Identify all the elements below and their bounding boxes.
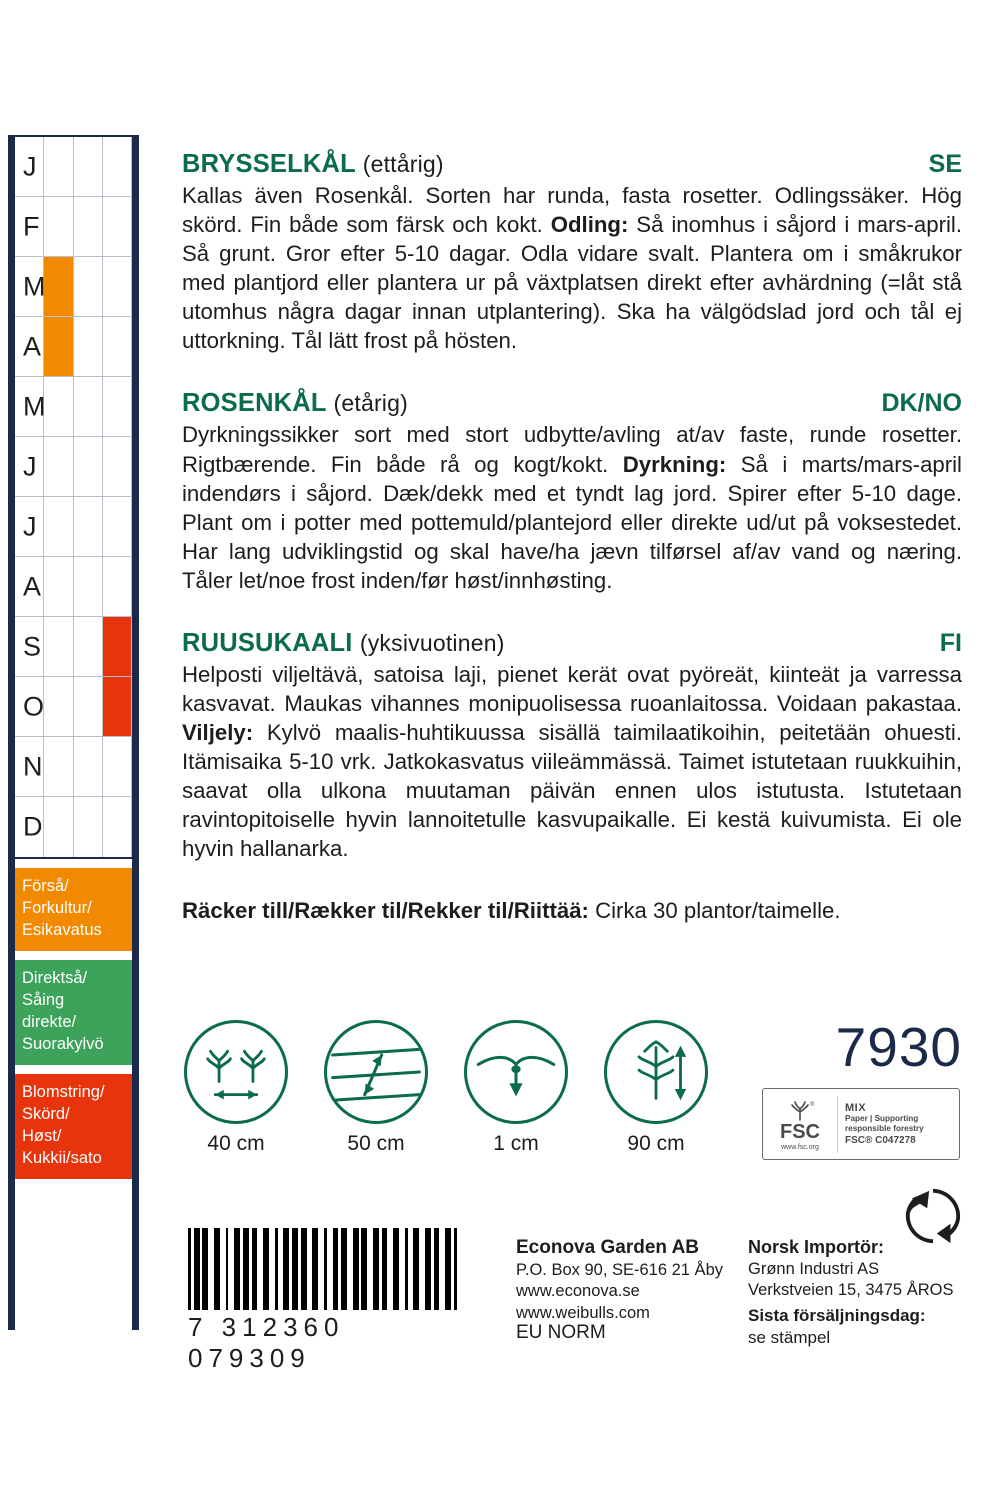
section-fi <box>182 629 962 864</box>
importer-address: Verkstveien 15, 3475 ÅROS <box>748 1281 954 1300</box>
month-cell <box>44 677 73 736</box>
section-body-text: Så i marts/mars-april indendørs i såjord. Dæk/dekk med et tyndt lag jord. Spirer efter 5-10 dage. Plant om i potter med pottemuld/plantejord eller direkte ud/ut på voksestedet. Har lang udviklingstid og skal have/ha jævn tilførsel af/av vand og næring. Tåler let/noe frost inden/før høst/innhøsting. <box>182 451 962 593</box>
month-cell <box>103 557 132 616</box>
fsc-url: www.fsc.org <box>781 1143 819 1151</box>
legend-block-2 <box>15 1074 132 1179</box>
month-cell <box>15 557 44 616</box>
month-cell <box>74 737 103 796</box>
sowing-depth-caption: 1 cm <box>493 1132 539 1155</box>
month-cell <box>103 797 132 857</box>
month-cell <box>103 257 132 316</box>
legend-gap <box>15 1179 132 1188</box>
yield-label: Räcker till/Rækker til/Rekker til/Riittää: <box>182 898 589 924</box>
month-cell <box>15 677 44 736</box>
month-row <box>15 557 132 617</box>
legend-gap <box>15 859 132 868</box>
month-label: A <box>23 331 42 361</box>
month-cell <box>103 497 132 556</box>
month-grid <box>15 135 132 859</box>
section-title: BRYSSELKÅL (ettårig) <box>182 150 444 178</box>
importer-title: Norsk Importör: <box>748 1237 885 1257</box>
month-cell <box>15 197 44 256</box>
month-label: J <box>23 151 37 181</box>
eu-norm-label: EU NORM <box>516 1322 606 1343</box>
sowing-depth-icon <box>464 1020 568 1124</box>
month-cell <box>44 797 73 857</box>
section-title: ROSENKÅL (etårig) <box>182 389 408 418</box>
fsc-desc-line2: responsible forestry <box>845 1123 924 1133</box>
icon-item-row-spacing <box>324 1020 428 1156</box>
month-row <box>15 737 132 797</box>
month-cell <box>44 377 73 436</box>
month-cell <box>44 497 73 556</box>
legend-line: Skörd/ <box>22 1105 70 1124</box>
company-website-weibulls: www.weibulls.com <box>516 1303 650 1322</box>
legend-block-1 <box>15 960 132 1065</box>
barcode-bar <box>454 1228 457 1310</box>
company-name: Econova Garden AB <box>516 1237 700 1258</box>
plant-height-icon <box>604 1020 708 1124</box>
month-cell <box>74 497 103 556</box>
section-language-code: DK/NO <box>881 389 962 418</box>
importer-info <box>748 1236 968 1301</box>
legend-line: Förså/ <box>22 877 69 895</box>
month-cell <box>74 617 103 676</box>
icon-item-plant-spacing <box>184 1020 288 1156</box>
article-number: 7930 <box>835 1016 962 1078</box>
company-info <box>516 1236 731 1324</box>
plant-spacing-caption: 40 cm <box>207 1132 265 1155</box>
section-annual-note: (yksivuotinen) <box>359 629 505 656</box>
month-label: M <box>23 391 46 421</box>
month-label: J <box>23 511 37 541</box>
fsc-mix-label: MIX <box>845 1101 867 1114</box>
month-cell <box>74 317 103 376</box>
month-cell <box>103 617 132 676</box>
barcode <box>188 1228 458 1374</box>
legend-block-0 <box>15 868 132 951</box>
barcode-digits: 7 312360 079309 <box>188 1312 345 1373</box>
section-annual-note: (etårig) <box>333 390 408 417</box>
month-row <box>15 197 132 257</box>
month-cell <box>44 257 73 316</box>
icon-item-plant-height <box>604 1020 708 1156</box>
month-cell <box>15 437 44 496</box>
section-se <box>182 150 962 355</box>
month-cell <box>15 617 44 676</box>
fsc-details <box>838 1102 959 1147</box>
section-body <box>182 660 962 864</box>
month-cell <box>74 377 103 436</box>
section-body-emphasis: Odling: <box>550 212 629 238</box>
svg-text:®: ® <box>810 1101 815 1108</box>
month-cell <box>15 497 44 556</box>
row-spacing-caption: 50 cm <box>347 1132 405 1155</box>
section-body-text: Kylvö maalis-huhtikuussa sisällä taimilaatikoihin, peitetään ohuesti. Itämisaika 5-10 vrk. Jatkokasvatus viileämmässä. Taimet istutetaan ruukkuihin, saavat olla ulkona muutaman päivän ennen ulos istutusta. Istutetaan ravintopitoiselle hyvin lannoitetulle kasvupaikalle. Ei kestä kuivumista. Ei ole hyvin hallanarka. <box>182 720 962 862</box>
section-language-code: FI <box>939 628 962 657</box>
month-cell <box>15 797 44 857</box>
last-sale-value: se stämpel <box>748 1328 831 1348</box>
month-row <box>15 137 132 197</box>
month-label: F <box>23 211 40 241</box>
company-address: P.O. Box 90, SE-616 21 Åby <box>516 1261 723 1280</box>
section-body-text: Dyrkningssikker sort med stort udbytte/avling at/av faste, runde rosetter. Rigtbærende. Fin både rå og kogt/kokt. <box>182 422 962 477</box>
month-row <box>15 317 132 377</box>
month-cell <box>44 137 73 196</box>
month-cell <box>44 737 73 796</box>
month-cell <box>44 437 73 496</box>
yield-line <box>182 897 962 926</box>
month-row <box>15 497 132 557</box>
last-sale-info <box>748 1305 978 1349</box>
month-label: O <box>23 691 45 721</box>
month-label: N <box>23 751 43 781</box>
last-sale-title: Sista försäljningsdag: <box>748 1306 926 1325</box>
month-cell <box>44 557 73 616</box>
section-body-emphasis: Viljely: <box>182 720 254 746</box>
section-annual-note: (ettårig) <box>362 151 444 177</box>
legend-line: Blomstring/ <box>22 1083 105 1102</box>
section-body-text: Så inomhus i såjord i mars-april. Så grunt. Gror efter 5-10 dagar. Odla vidare svalt. Plantera om i småkrukor med plantjord eller plantera ur på växtplatsen direkt efter avhärdning (=låt stå utomhus några dagar innan utplantering). Ska ha välgödslad jord och tål ej uttorkning. Tål lätt frost på hösten. <box>182 212 962 354</box>
growing-info-icons <box>184 1020 708 1156</box>
month-cell <box>103 377 132 436</box>
legend-line: Kukkii/sato <box>22 1148 102 1167</box>
legend-line: direkte/ <box>22 1012 77 1031</box>
plant-spacing-icon <box>184 1020 288 1124</box>
month-cell <box>103 677 132 736</box>
month-cell <box>74 437 103 496</box>
company-website-econova: www.econova.se <box>516 1282 640 1301</box>
plant-height-caption: 90 cm <box>627 1132 685 1155</box>
legend-line: Såing <box>22 991 65 1010</box>
barcode-bars <box>188 1228 458 1310</box>
description-column <box>182 150 962 926</box>
month-row <box>15 437 132 497</box>
fsc-mark-text: FSC <box>780 1120 820 1143</box>
section-title: RUUSUKAALI (yksivuotinen) <box>182 628 505 657</box>
section-header <box>182 150 962 179</box>
importer-name: Grønn Industri AS <box>748 1260 880 1279</box>
month-label: D <box>23 811 43 842</box>
legend-line: Suorakylvö <box>22 1034 104 1053</box>
month-label: S <box>23 631 42 661</box>
month-cell <box>74 257 103 316</box>
month-cell <box>44 617 73 676</box>
month-row <box>15 257 132 317</box>
fsc-desc-line1: Paper | Supporting <box>845 1113 919 1123</box>
month-cell <box>15 377 44 436</box>
month-cell <box>74 797 103 857</box>
month-label: J <box>23 451 37 481</box>
month-cell <box>15 257 44 316</box>
fsc-code: FSC® C047278 <box>845 1135 916 1147</box>
section-language-code: SE <box>928 150 962 178</box>
month-cell <box>103 197 132 256</box>
month-cell <box>103 317 132 376</box>
fsc-label <box>762 1088 960 1160</box>
month-cell <box>103 737 132 796</box>
month-label: M <box>23 271 46 301</box>
month-cell <box>44 197 73 256</box>
month-cell <box>15 137 44 196</box>
month-row <box>15 377 132 437</box>
section-body <box>182 181 962 355</box>
language-sections <box>182 150 962 863</box>
sowing-calendar-column <box>8 135 139 1330</box>
section-header <box>182 629 962 658</box>
legend-line: Esikavatus <box>22 920 102 939</box>
yield-value: Cirka 30 plantor/taimelle. <box>588 898 841 924</box>
month-cell <box>15 317 44 376</box>
month-cell <box>44 317 73 376</box>
section-body-emphasis: Dyrkning: <box>622 451 727 477</box>
row-spacing-icon <box>324 1020 428 1124</box>
calendar-legend <box>15 859 132 1188</box>
month-cell <box>15 737 44 796</box>
fsc-logo <box>763 1096 838 1153</box>
month-cell <box>103 137 132 196</box>
legend-gap <box>15 1065 132 1074</box>
section-header <box>182 389 962 418</box>
month-row <box>15 677 132 737</box>
legend-gap <box>15 951 132 960</box>
legend-line: Direktså/ <box>22 969 88 988</box>
month-label: A <box>23 571 42 601</box>
legend-line: Høst/ <box>22 1126 62 1145</box>
section-body <box>182 420 962 594</box>
month-cell <box>74 677 103 736</box>
legend-line: Forkultur/ <box>22 898 92 917</box>
month-cell <box>74 557 103 616</box>
month-row <box>15 617 132 677</box>
month-cell <box>74 197 103 256</box>
section-body-text: Helposti viljeltävä, satoisa laji, pienet kerät ovat pyöreät, kiinteät ja varressa kasvavat. Maukas vihannes monipuolisessa ruoanlaitossa. Voidaan pakastaa. <box>182 661 962 717</box>
section-dk-no <box>182 389 962 594</box>
month-cell <box>74 137 103 196</box>
month-row <box>15 797 132 857</box>
icon-item-sowing-depth <box>464 1020 568 1156</box>
section-body-text: Kallas även Rosenkål. Sorten har runda, fasta rosetter. Odlingssäker. Hög skörd. Fin både som färsk och kokt. <box>182 183 962 238</box>
month-cell <box>103 437 132 496</box>
